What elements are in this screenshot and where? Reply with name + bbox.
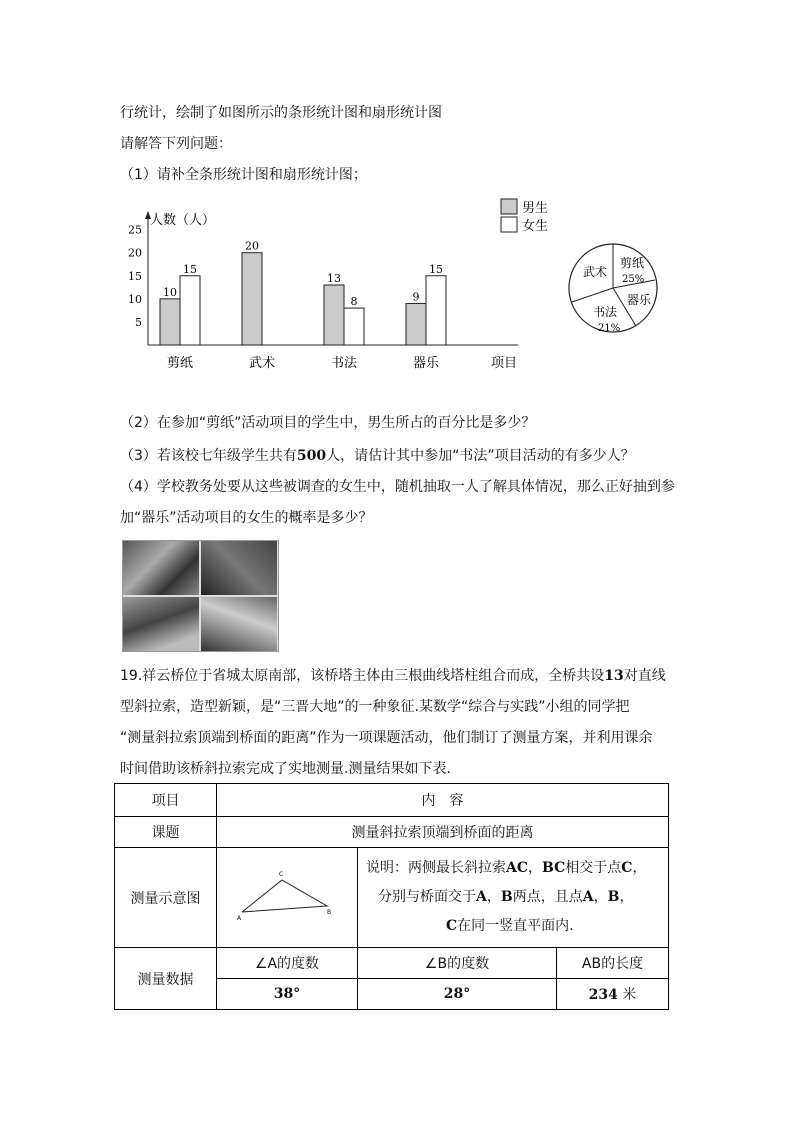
x-tick-label: 书法 xyxy=(330,356,358,371)
data-label: 20 xyxy=(245,239,259,253)
y-tick-label: 10 xyxy=(128,292,142,306)
value-length-ab: 234 米 xyxy=(557,979,669,1010)
row-topic-label: 课题 xyxy=(115,817,217,848)
pie-percent-jianzhi: 25% xyxy=(622,274,645,285)
triangle-sketch xyxy=(227,866,347,926)
chart-bars xyxy=(160,240,446,371)
col-length-ab: AB的长度 xyxy=(557,948,669,979)
pie-label-qiyue: 器乐 xyxy=(627,293,652,307)
svg-text:C: C xyxy=(279,870,284,878)
svg-text:A: A xyxy=(237,914,242,922)
row-data-label: 测量数据 xyxy=(115,948,217,1010)
y-tick-label: 25 xyxy=(128,223,142,237)
y-axis-label: 人数（人） xyxy=(150,213,216,228)
legend-label: 男生 xyxy=(522,201,549,216)
col-angle-a: ∠A的度数 xyxy=(217,948,358,979)
y-tick-label: 20 xyxy=(128,246,142,260)
value-angle-a: 38° xyxy=(217,979,358,1010)
data-label: 13 xyxy=(327,272,341,285)
diagram-notes: 说明：两侧最长斜拉索AC，BC相交于点C， 分别与桥面交于A，B两点，且点A，B， C在同一竖直平面内. xyxy=(358,848,669,948)
measurement-table xyxy=(114,783,669,1010)
y-tick-label: 15 xyxy=(128,269,142,283)
problem-19-line-2: 型斜拉索，造型新颖，是“三晋大地”的一种象征.某数学“综合与实践”小组的同学把 xyxy=(120,699,630,715)
bar-女生 xyxy=(344,308,364,345)
legend-label: 女生 xyxy=(522,219,549,234)
x-tick-label: 武术 xyxy=(248,356,276,371)
bar-chart xyxy=(118,195,558,380)
pie-percent-shufa: 21% xyxy=(598,323,621,334)
problem-19-line-1: 19.祥云桥位于省城太原南部，该桥塔主体由三根曲线塔柱组合而成，全桥共设13对直线 xyxy=(120,668,666,684)
bar-男生 xyxy=(160,299,180,345)
data-label: 9 xyxy=(412,290,420,304)
pie-label-shufa: 书法 xyxy=(593,305,618,319)
triangle-diagram xyxy=(217,848,358,948)
question-2: （2）在参加“剪纸”活动项目的学生中，男生所占的百分比是多少？ xyxy=(120,415,536,431)
classroom-photo-collage xyxy=(122,540,279,652)
question-4-line-1: （4）学校教务处要从这些被调查的女生中，随机抽取一人了解具体情况，那么正好抽到参 xyxy=(120,479,675,495)
bar-男生 xyxy=(242,253,262,345)
bar-男生 xyxy=(406,303,426,345)
legend-swatch xyxy=(501,199,517,214)
svg-text:B: B xyxy=(327,908,332,916)
data-label: 15 xyxy=(429,262,443,276)
problem-19-line-3: “测量斜拉索顶端到桥面的距离”作为一项课题活动，他们制订了测量方案，并利用课余 xyxy=(120,730,653,746)
col-angle-b: ∠B的度数 xyxy=(358,948,557,979)
row-diagram-label: 测量示意图 xyxy=(115,848,217,948)
pie-chart xyxy=(565,240,665,340)
header-content: 内 容 xyxy=(217,784,669,817)
question-3: （3）若该校七年级学生共有500人，请估计其中参加“书法”项目活动的有多少人？ xyxy=(120,448,635,464)
y-tick-label: 5 xyxy=(135,315,142,329)
x-tick-label: 器乐 xyxy=(412,356,440,371)
intro-line-2: 请解答下列问题： xyxy=(120,136,232,152)
row-topic-value: 测量斜拉索顶端到桥面的距离 xyxy=(217,817,669,848)
bar-女生 xyxy=(180,276,200,345)
bar-男生 xyxy=(324,285,344,345)
bar-女生 xyxy=(426,276,446,345)
value-angle-b: 28° xyxy=(358,979,557,1010)
problem-19-line-4: 时间借助该桥斜拉索完成了实地测量.测量结果如下表. xyxy=(120,761,451,777)
data-label: 15 xyxy=(183,262,197,276)
data-label: 8 xyxy=(350,295,358,309)
pie-label-wushu: 武术 xyxy=(583,265,608,279)
data-label: 10 xyxy=(163,285,177,299)
chart-legend xyxy=(501,199,548,234)
question-1: （1）请补全条形统计图和扇形统计图； xyxy=(120,167,367,183)
question-4-line-2: 加“器乐”活动项目的女生的概率是多少？ xyxy=(120,510,373,526)
pie-label-jianzhi: 剪纸 xyxy=(620,256,645,270)
legend-swatch xyxy=(501,217,517,232)
x-tick-label: 剪纸 xyxy=(166,356,194,371)
header-item: 项目 xyxy=(115,784,217,817)
intro-line-1: 行统计，绘制了如图所示的条形统计图和扇形统计图 xyxy=(120,105,442,121)
x-axis-label: 项目 xyxy=(491,356,518,371)
